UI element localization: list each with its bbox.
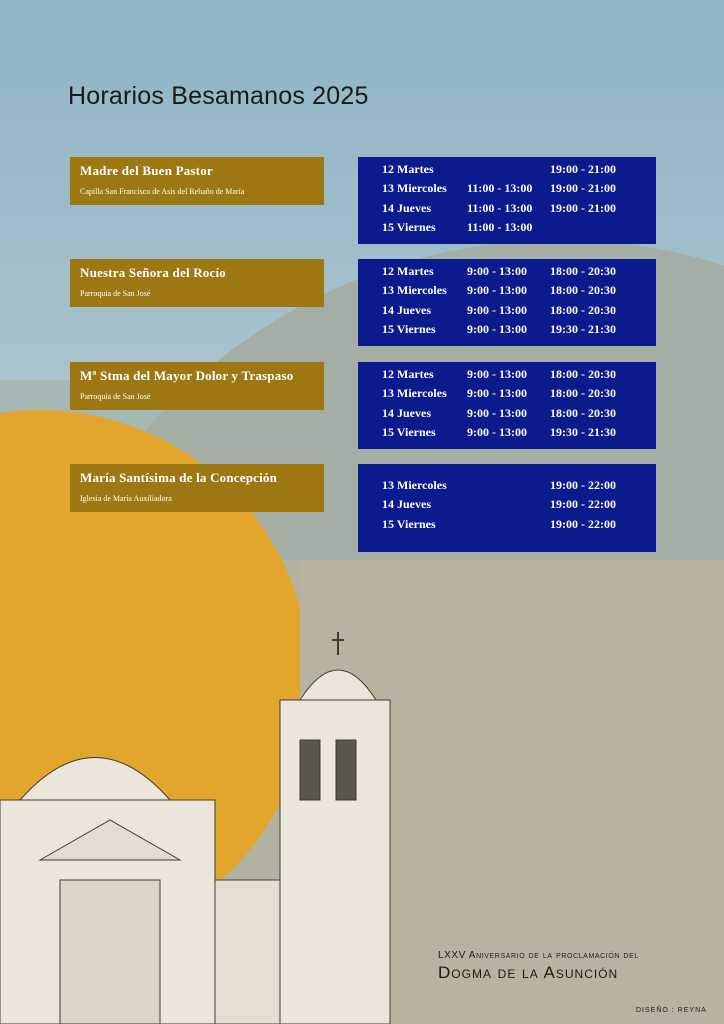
schedule-row <box>358 425 656 444</box>
evening-hours: 18:00 - 20:30 <box>550 283 616 298</box>
entry-name: María Santísima de la Concepción <box>80 470 278 485</box>
entry-name: Nuestra Señora del Rocío <box>80 265 226 280</box>
day: 14 Jueves <box>382 200 431 215</box>
day: 13 Miercoles <box>382 181 447 196</box>
schedule-row <box>358 367 656 386</box>
evening-hours: 18:00 - 20:30 <box>550 386 616 401</box>
evening-hours: 18:00 - 20:30 <box>550 302 616 317</box>
day: 13 Miercoles <box>382 386 447 401</box>
schedule-row <box>358 303 656 322</box>
morning-hours: 9:00 - 13:00 <box>467 367 527 381</box>
entry-place: Iglesia de María Auxiliadora <box>80 494 172 503</box>
schedule-row <box>358 283 656 302</box>
evening-hours: 19:30 - 21:30 <box>550 424 616 439</box>
schedule-row <box>358 201 656 220</box>
morning-hours: 11:00 - 13:00 <box>467 181 533 196</box>
morning-hours: 11:00 - 13:00 <box>467 219 533 234</box>
evening-hours: 19:00 - 22:00 <box>550 478 616 492</box>
schedule-row <box>358 406 656 425</box>
schedule-row <box>358 322 656 341</box>
entry-label-4 <box>70 464 324 512</box>
design-credit: DISEÑO : REYNA <box>636 1007 707 1014</box>
entry-label-1 <box>70 157 324 205</box>
evening-hours: 19:00 - 21:00 <box>550 181 616 196</box>
day: 12 Martes <box>382 162 434 176</box>
day: 15 Viernes <box>382 219 436 234</box>
schedule-box-3 <box>358 362 656 449</box>
anniversary-footer <box>438 950 639 983</box>
morning-hours: 9:00 - 13:00 <box>467 424 527 439</box>
page-title: Horarios Besamanos 2025 <box>68 82 369 110</box>
morning-hours: 9:00 - 13:00 <box>467 283 527 298</box>
schedule-box-1 <box>358 157 656 244</box>
schedule-row <box>358 220 656 239</box>
schedule-row <box>358 386 656 405</box>
footer-line-1: LXXV Aniversario de la proclamación del <box>438 950 639 961</box>
evening-hours: 19:00 - 21:00 <box>550 200 616 215</box>
entry-label-2 <box>70 259 324 307</box>
footer-line-2: Dogma de la Asunción <box>438 963 619 982</box>
entry-name: Madre del Buen Pastor <box>80 163 213 178</box>
schedule-box-2 <box>358 259 656 346</box>
evening-hours: 19:30 - 21:30 <box>550 321 616 336</box>
evening-hours: 19:00 - 21:00 <box>550 162 616 176</box>
day: 14 Jueves <box>382 405 431 420</box>
schedule-row <box>358 478 656 497</box>
evening-hours: 18:00 - 20:30 <box>550 367 616 381</box>
evening-hours: 18:00 - 20:30 <box>550 405 616 420</box>
morning-hours: 9:00 - 13:00 <box>467 264 527 278</box>
day: 15 Viernes <box>382 516 436 531</box>
day: 12 Martes <box>382 367 434 381</box>
morning-hours: 9:00 - 13:00 <box>467 321 527 336</box>
evening-hours: 19:00 - 22:00 <box>550 497 616 512</box>
day: 14 Jueves <box>382 302 431 317</box>
day: 13 Miercoles <box>382 283 447 298</box>
day: 15 Viernes <box>382 321 436 336</box>
entry-label-3 <box>70 362 324 410</box>
morning-hours: 11:00 - 13:00 <box>467 200 533 215</box>
schedule-row <box>358 497 656 516</box>
morning-hours: 9:00 - 13:00 <box>467 386 527 401</box>
evening-hours: 19:00 - 22:00 <box>550 516 616 531</box>
entry-place: Capilla San Francisco de Asis del Rebaño de María <box>80 187 245 196</box>
entry-name: Mª Stma del Mayor Dolor y Traspaso <box>80 368 294 383</box>
entry-place: Parroquia de San José <box>80 289 151 298</box>
day: 12 Martes <box>382 264 434 278</box>
schedule-box-4 <box>358 464 656 552</box>
schedule-row <box>358 162 656 181</box>
entry-place: Parroquia de San José <box>80 392 151 401</box>
day: 14 Jueves <box>382 497 431 512</box>
evening-hours: 18:00 - 20:30 <box>550 264 616 278</box>
morning-hours: 9:00 - 13:00 <box>467 302 527 317</box>
schedule-row <box>358 517 656 536</box>
schedule-row <box>358 264 656 283</box>
morning-hours: 9:00 - 13:00 <box>467 405 527 420</box>
schedule-row <box>358 181 656 200</box>
day: 15 Viernes <box>382 424 436 439</box>
day: 13 Miercoles <box>382 478 447 492</box>
